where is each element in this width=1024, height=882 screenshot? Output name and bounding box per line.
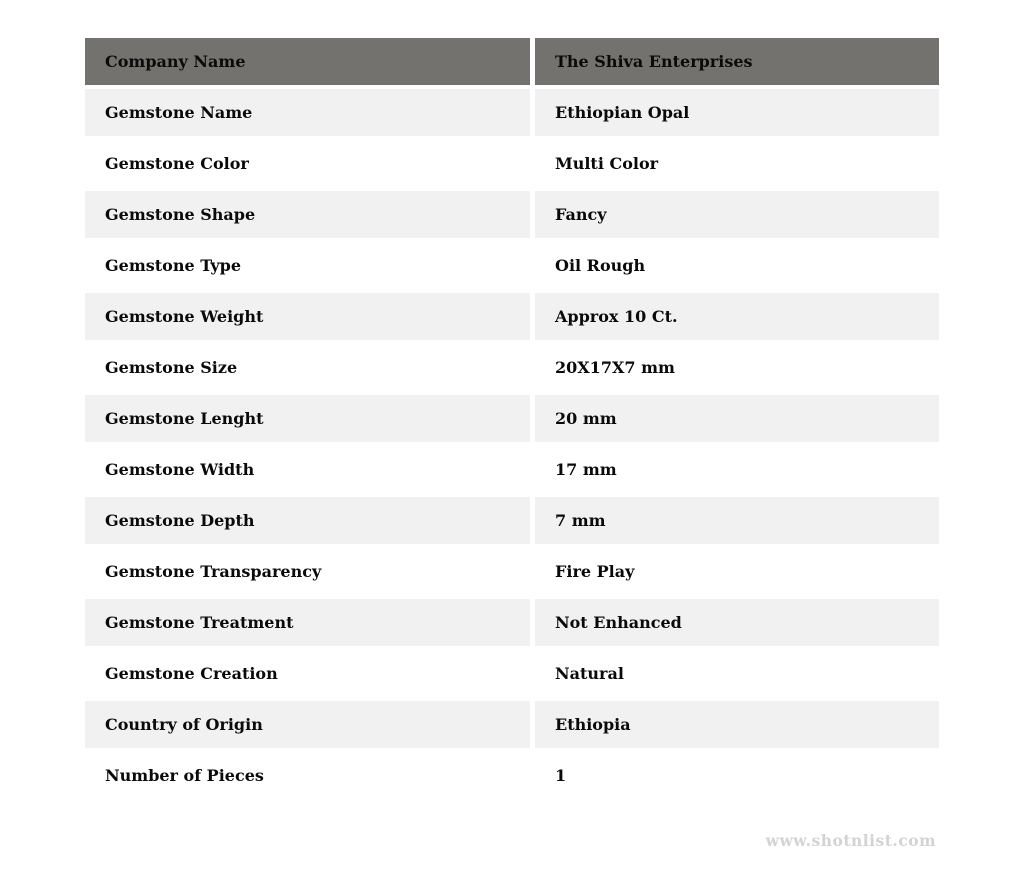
row-value: Not Enhanced — [535, 599, 939, 646]
row-value: Ethiopia — [535, 701, 939, 748]
row-label: Gemstone Type — [85, 242, 530, 289]
row-label: Gemstone Transparency — [85, 548, 530, 595]
gemstone-spec-table — [80, 34, 944, 803]
table-row — [85, 344, 939, 391]
row-value: 1 — [535, 752, 939, 799]
row-label: Country of Origin — [85, 701, 530, 748]
row-label: Gemstone Color — [85, 140, 530, 187]
row-value: Oil Rough — [535, 242, 939, 289]
row-label: Gemstone Treatment — [85, 599, 530, 646]
row-value: Natural — [535, 650, 939, 697]
row-label: Gemstone Name — [85, 89, 530, 136]
table-row — [85, 395, 939, 442]
row-label: Gemstone Creation — [85, 650, 530, 697]
table-row — [85, 293, 939, 340]
row-value: 20 mm — [535, 395, 939, 442]
row-label: Gemstone Size — [85, 344, 530, 391]
table-row — [85, 599, 939, 646]
table-row — [85, 191, 939, 238]
row-label: Gemstone Width — [85, 446, 530, 493]
header-label-cell: Company Name — [85, 38, 530, 85]
row-value: Multi Color — [535, 140, 939, 187]
row-label: Gemstone Shape — [85, 191, 530, 238]
table-row — [85, 701, 939, 748]
header-value-cell: The Shiva Enterprises — [535, 38, 939, 85]
table-row — [85, 548, 939, 595]
row-label: Gemstone Depth — [85, 497, 530, 544]
gemstone-spec-table-container — [80, 34, 944, 803]
row-value: Fire Play — [535, 548, 939, 595]
table-row — [85, 497, 939, 544]
row-label: Gemstone Lenght — [85, 395, 530, 442]
row-value: 17 mm — [535, 446, 939, 493]
table-row — [85, 140, 939, 187]
row-value: Fancy — [535, 191, 939, 238]
table-row — [85, 650, 939, 697]
table-row — [85, 89, 939, 136]
row-value: Ethiopian Opal — [535, 89, 939, 136]
row-value: 7 mm — [535, 497, 939, 544]
table-row — [85, 242, 939, 289]
table-row — [85, 752, 939, 799]
watermark-text: www.shotnlist.com — [765, 831, 936, 850]
row-value: Approx 10 Ct. — [535, 293, 939, 340]
table-header-row — [85, 38, 939, 85]
table-row — [85, 446, 939, 493]
row-label: Number of Pieces — [85, 752, 530, 799]
row-label: Gemstone Weight — [85, 293, 530, 340]
row-value: 20X17X7 mm — [535, 344, 939, 391]
